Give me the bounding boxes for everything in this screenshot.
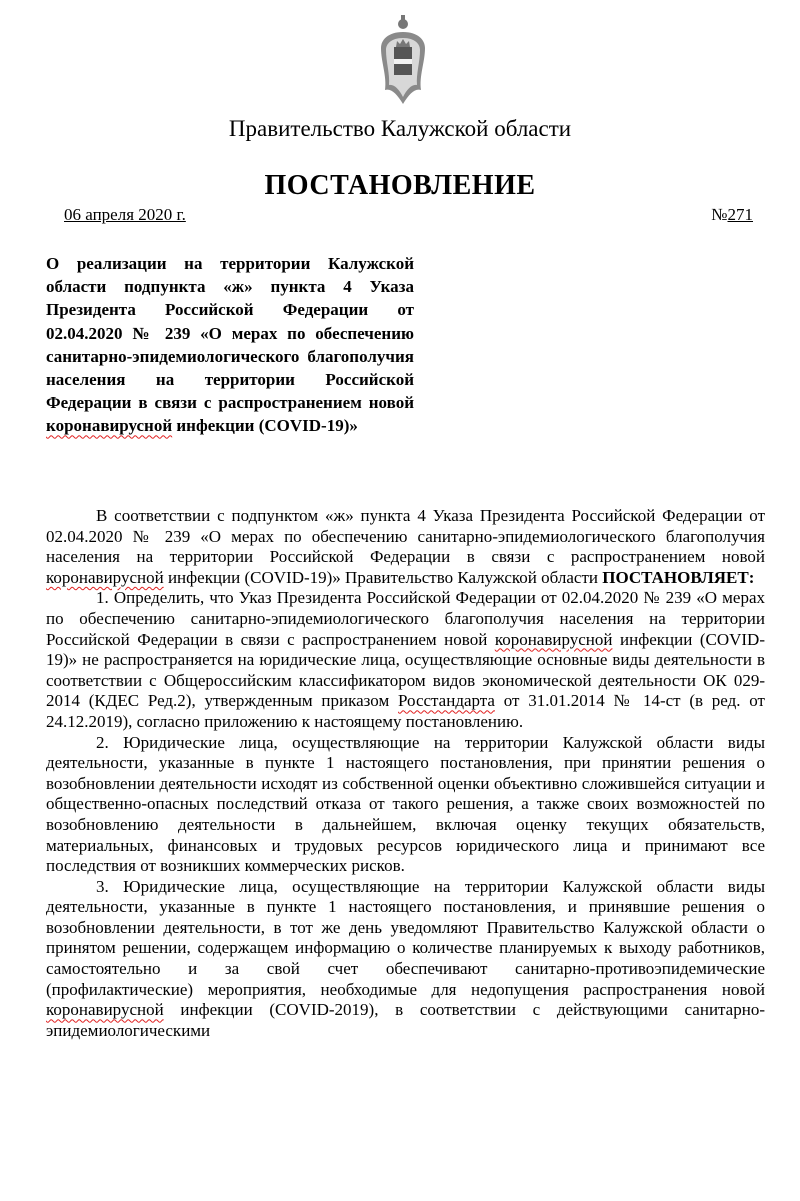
paragraph-2: 2. Юридические лица, осуществляющие на территории Калужской области виды деятельности, указанные в пункте 1 настоящего постановления, при принятии решения о возобновлении деятельности исходят из собственной оценки объективно сложившейся ситуации и общественно-опасных последствий отказа от такого решения, а также своих возможностей по возобновлению деятельности в дальнейшем, включая оценку текущих обязательств, материальных, финансовых и трудовых ресурсов юридического лица и принимают все последствия от возникших коммерческих рисков. — [46, 732, 765, 876]
number-prefix: № — [711, 205, 728, 224]
spellcheck-flagged-word: коронавирусной — [46, 1000, 164, 1020]
paragraph-3: 3. Юридические лица, осуществляющие на территории Калужской области виды деятельности, указанные в пункте 1 настоящего постановления, и принявшие решения о возобновлении деятельности, в тот же день уведомляют Правительство Калужской области о принятом решении, содержащем информацию о количестве планируемых к выходу работников, самостоятельно и за свой счет обеспечивают санитарно-противоэпидемические (профилактические) мероприятия, необходимые для недопущения распространения новой коронавирусной инфекции (COVID-2019), в соответствии с действующими санитарно-эпидемиологическими — [46, 876, 765, 1040]
document-type: ПОСТАНОВЛЕНИЕ — [264, 170, 536, 201]
document-date — [46, 205, 186, 225]
intro-paragraph: В соответствии с подпунктом «ж» пункта 4 Указа Президента Российской Федерации от 02.04.2020 № 239 «О мерах по обеспечению санитарно-эпидемиологического благополучия населения на территории Российской Федерации в связи с распространением новой коронавирусной инфекции (COVID-19)» Правительство Калужской области ПОСТАНОВЛЯЕТ: — [46, 506, 765, 587]
paragraph-1: 1. Определить, что Указ Президента Российской Федерации от 02.04.2020 № 239 «О мерах по обеспечению санитарно-эпидемиологического благополучия населения на территории Российской Федерации в связи с распространением новой коронавирусной инфекции (COVID-19)» не распространяется на юридические лица, осуществляющие основные виды деятельности в соответствии с Общероссийским классификатором видов экономической деятельности ОК 029-2014 (КДЕС Ред.2), утвержденным приказом Росстандарта от 31.01.2014 № 14-ст (в ред. от 24.12.2019), согласно приложению к настоящему постановлению. — [46, 588, 765, 731]
document-body — [46, 506, 765, 1041]
document-number — [640, 205, 753, 225]
spellcheck-flagged-word: коронавирусной — [46, 416, 173, 436]
government-title: Правительство Калужской области — [228, 116, 572, 141]
document-subject: О реализации на территории Калужской области подпункта «ж» пункта 4 Указа Президента Российской Федерации от 02.04.2020 № 239 «О мерах по обеспечению санитарно-эпидемиологического благополучия населения на территории Российской Федерации в связи с распространением новой коронавирусной инфекции (COVID-19)» — [46, 254, 414, 436]
resolves-keyword: ПОСТАНОВЛЯЕТ: — [602, 567, 755, 587]
coat-of-arms-icon — [378, 14, 428, 110]
spellcheck-flagged-word: Росстандарта — [398, 691, 495, 711]
spellcheck-flagged-word: коронавирусной — [46, 567, 164, 587]
spellcheck-flagged-word: коронавирусной — [494, 629, 613, 649]
date-value: 06 апреля 2020 г. — [64, 205, 186, 224]
number-value: 271 — [727, 205, 753, 224]
